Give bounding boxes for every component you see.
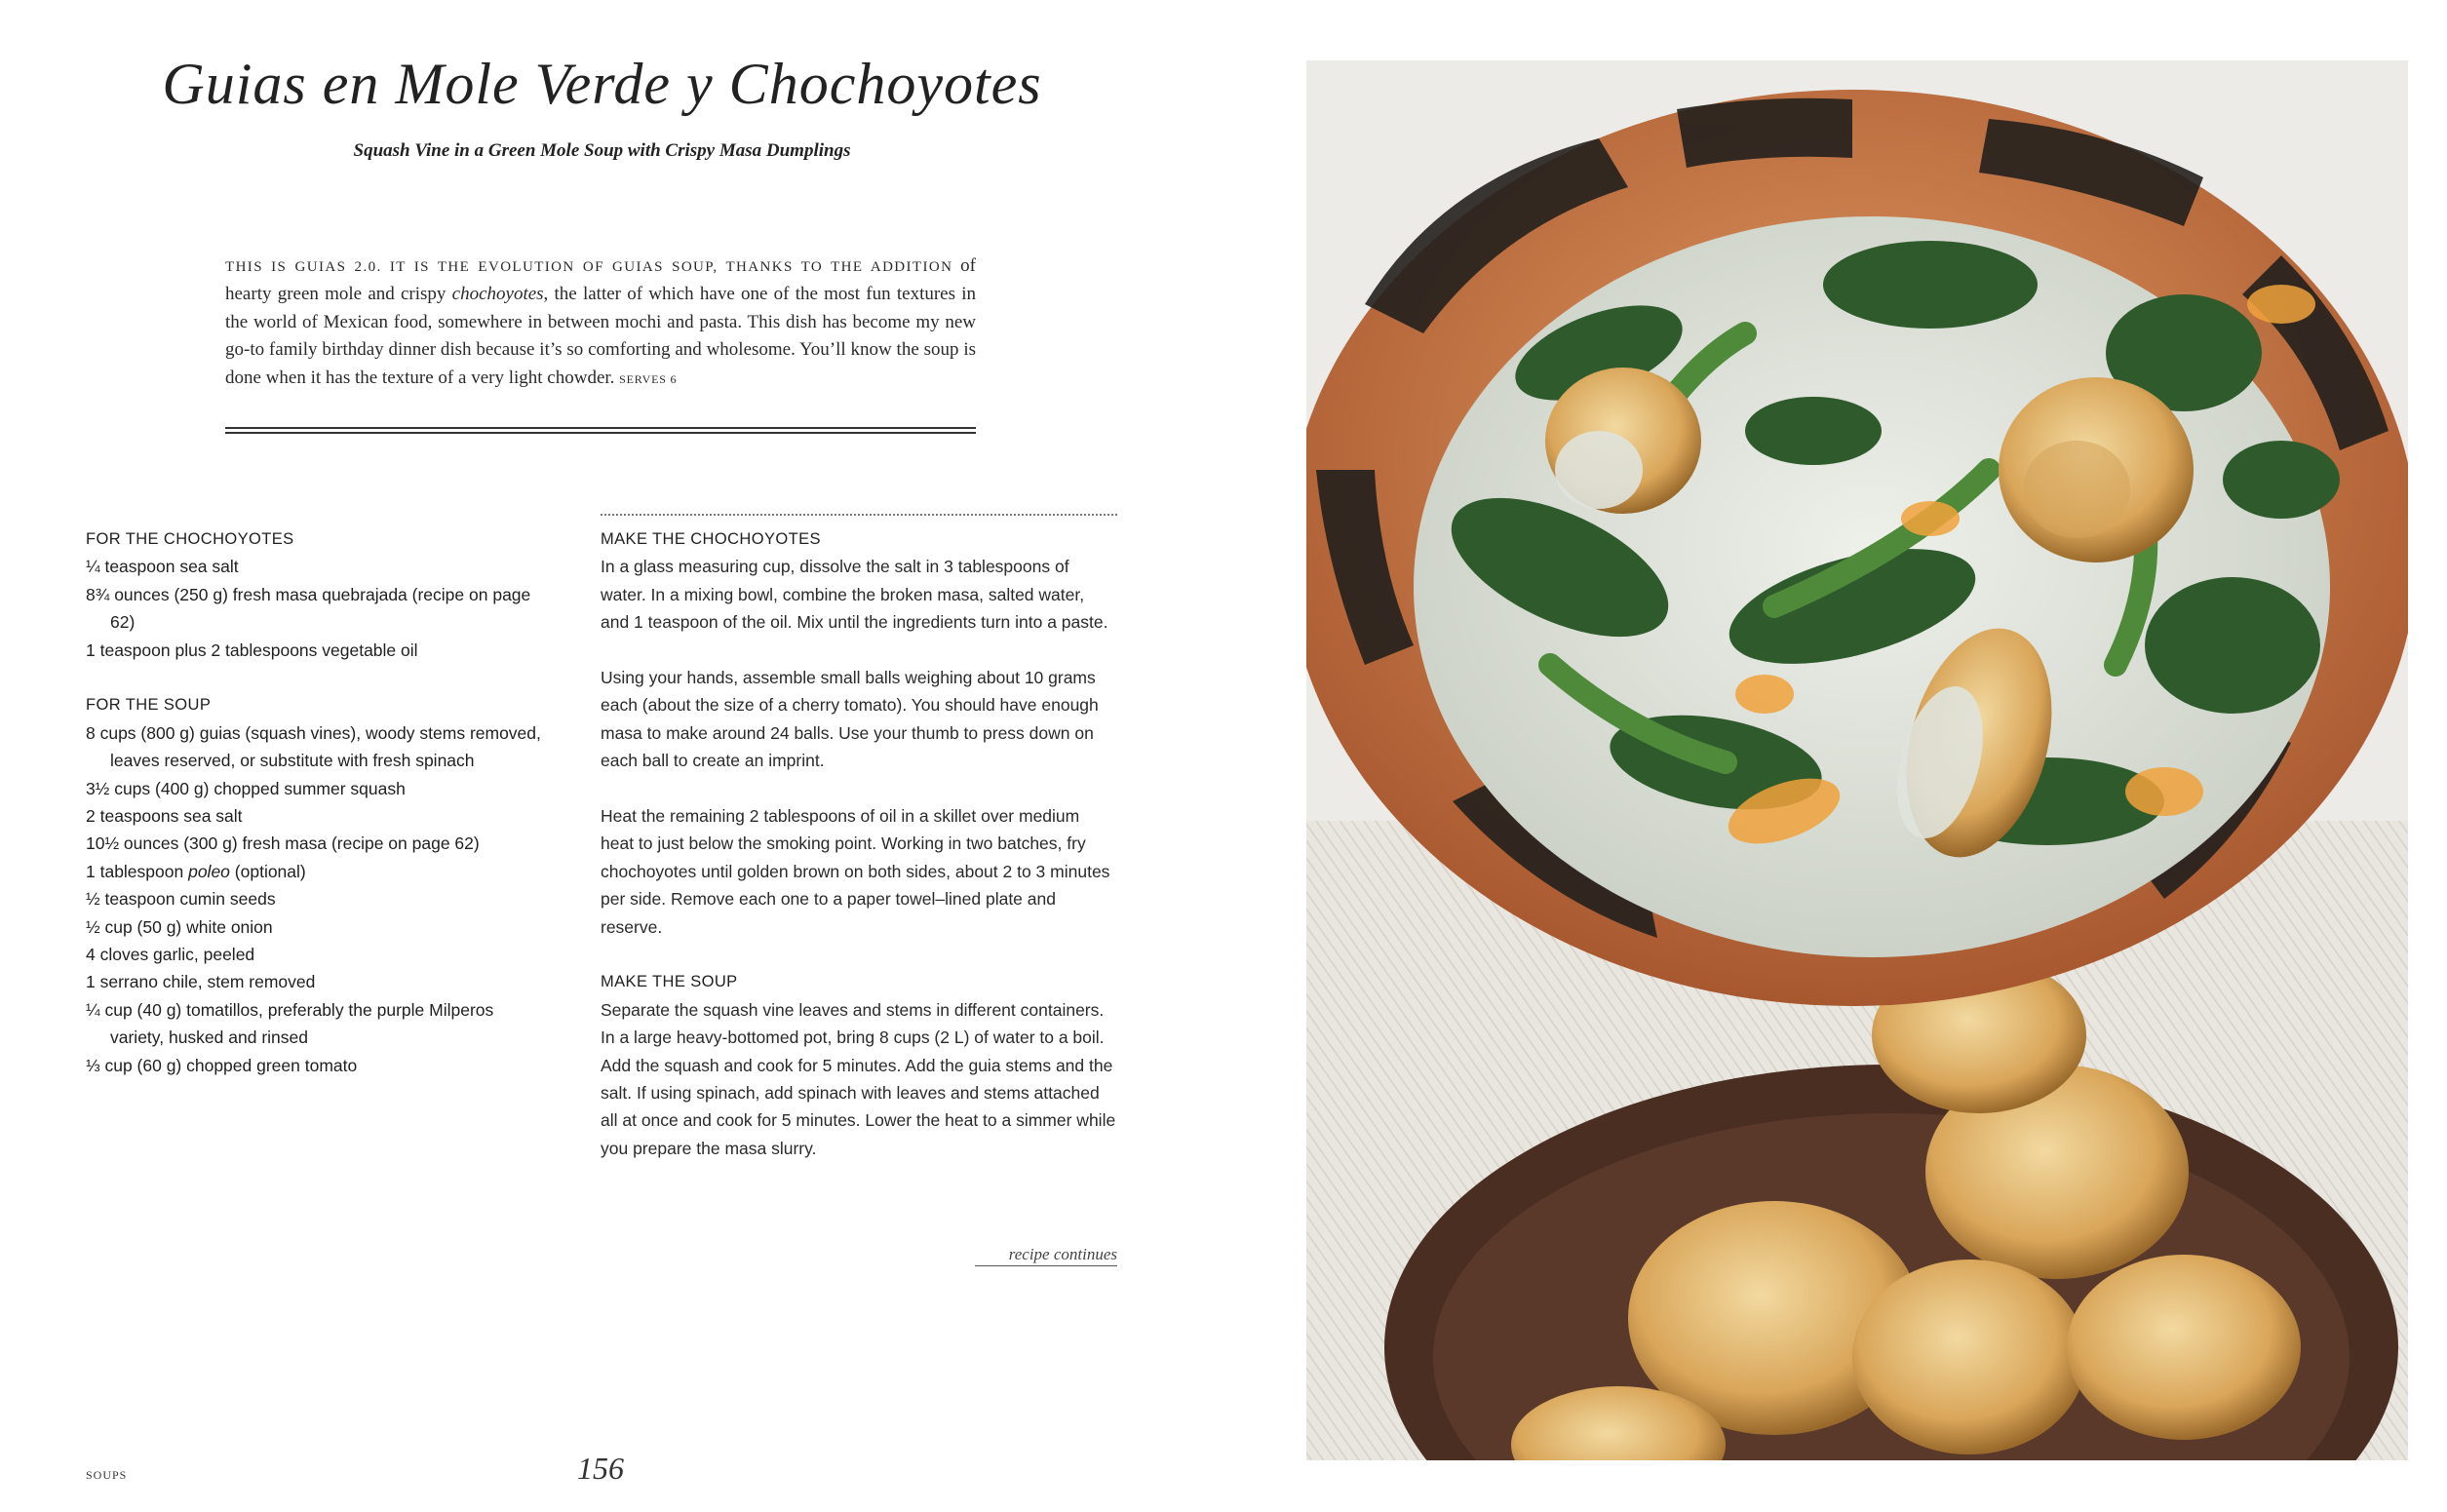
method-step: Using your hands, assemble small balls weighing about 10 grams each (about the size of a cherry tomato). You should have enough masa to make around 24 balls. Use your thumb to press down on each ball to create an imprint. — [601, 668, 1099, 771]
section-label: SOUPS — [86, 1468, 128, 1482]
ingredient-item-poleo — [86, 858, 544, 885]
double-divider — [225, 427, 976, 434]
recipe-title: Guias en Mole Verde y Chochoyotes — [162, 52, 1042, 116]
recipe-subtitle: Squash Vine in a Green Mole Soup with Crispy Masa Dumplings — [353, 140, 851, 161]
ingredient-item: 10½ ounces (300 g) fresh masa (recipe on page 62) — [86, 834, 480, 854]
ingredient-item: 2 teaspoons sea salt — [86, 806, 243, 827]
ingredient-group-chochoyotes — [86, 525, 544, 664]
ingredient-item: ½ teaspoon cumin seeds — [86, 889, 276, 910]
soup-photo-illustration — [1306, 60, 2408, 1460]
recipe-continues-link[interactable]: recipe continues — [975, 1245, 1117, 1266]
method-heading-chochoyotes: MAKE THE CHOCHOYOTES — [601, 530, 821, 548]
page-number: 156 — [577, 1451, 624, 1486]
ingredient-item: ½ cup (50 g) white onion — [86, 916, 273, 937]
intro-italic: chochoyotes — [451, 284, 544, 305]
ingredient-text: (optional) — [229, 861, 306, 881]
ingredient-item: ¼ teaspoon sea salt — [86, 557, 239, 577]
ingredient-heading: FOR THE CHOCHOYOTES — [86, 530, 294, 548]
ingredient-item: 4 cloves garlic, peeled — [86, 945, 255, 965]
method-step: Separate the squash vine leaves and stems in different containers. In a large heavy-bottomed pot, bring 8 cups (2 L) of water to a boil. Add the squash and cook for 5 minutes. Add the guia stems and the salt. If using spinach, add spinach with leaves and stems attached all at once and cook for 5 minutes. Lower the heat to a simmer while you prepare the masa slurry. — [601, 999, 1116, 1158]
intro-text-2: , the latter of which have one of the most fun textures in the world of Mexican food, somewhere in between mochi and pasta. This dish has become my new go-to family birthday dinner dish because it’s so comforting and wholesome. You’ll know the soup is done when it has the texture of a very light chowder. — [225, 284, 976, 388]
soup-photo — [1306, 60, 2408, 1460]
ingredient-text: 1 tablespoon — [86, 861, 189, 881]
serves-label: SERVES 6 — [619, 371, 678, 386]
ingredient-item: 1 teaspoon plus 2 tablespoons vegetable oil — [86, 640, 418, 660]
intro-text-1: of hearty green mole and crispy — [225, 255, 976, 305]
method-column — [601, 525, 1117, 1162]
ingredient-italic: poleo — [188, 861, 230, 881]
ingredient-item: ¼ cup (40 g) tomatillos, preferably the purple Milperos variety, husked and rinsed — [86, 999, 494, 1048]
dotted-divider — [601, 514, 1117, 516]
ingredient-heading: FOR THE SOUP — [86, 696, 212, 715]
ingredient-item: 8 cups (800 g) guias (squash vines), woody stems removed, leaves reserved, or substitute with fresh spinach — [86, 722, 541, 771]
method-step: In a glass measuring cup, dissolve the salt in 3 tablespoons of water. In a mixing bowl, combine the broken masa, salted water, and 1 teaspoon of the oil. Mix until the ingredients turn into a paste. — [601, 557, 1108, 633]
ingredient-item: ⅓ cup (60 g) chopped green tomato — [86, 1055, 358, 1075]
ingredient-item: 8¾ ounces (250 g) fresh masa quebrajada (recipe on page 62) — [86, 584, 531, 633]
method-heading-soup: MAKE THE SOUP — [601, 973, 738, 991]
method-step: Heat the remaining 2 tablespoons of oil in a skillet over medium heat to just below the smoking point. Working in two batches, fry chochoyotes until golden brown on both sides, about 2 to 3 minutes per side. Remove each one to a paper towel–lined plate and reserve. — [601, 806, 1110, 937]
intro-lead: THIS IS GUIAS 2.0. IT IS THE EVOLUTION OF GUIAS SOUP, THANKS TO THE ADDITION — [225, 259, 953, 275]
recipe-intro — [225, 252, 976, 393]
ingredient-item: 3½ cups (400 g) chopped summer squash — [86, 778, 406, 798]
ingredient-item: 1 serrano chile, stem removed — [86, 972, 316, 992]
ingredient-group-soup — [86, 691, 544, 1079]
ingredients-column — [86, 525, 544, 1079]
